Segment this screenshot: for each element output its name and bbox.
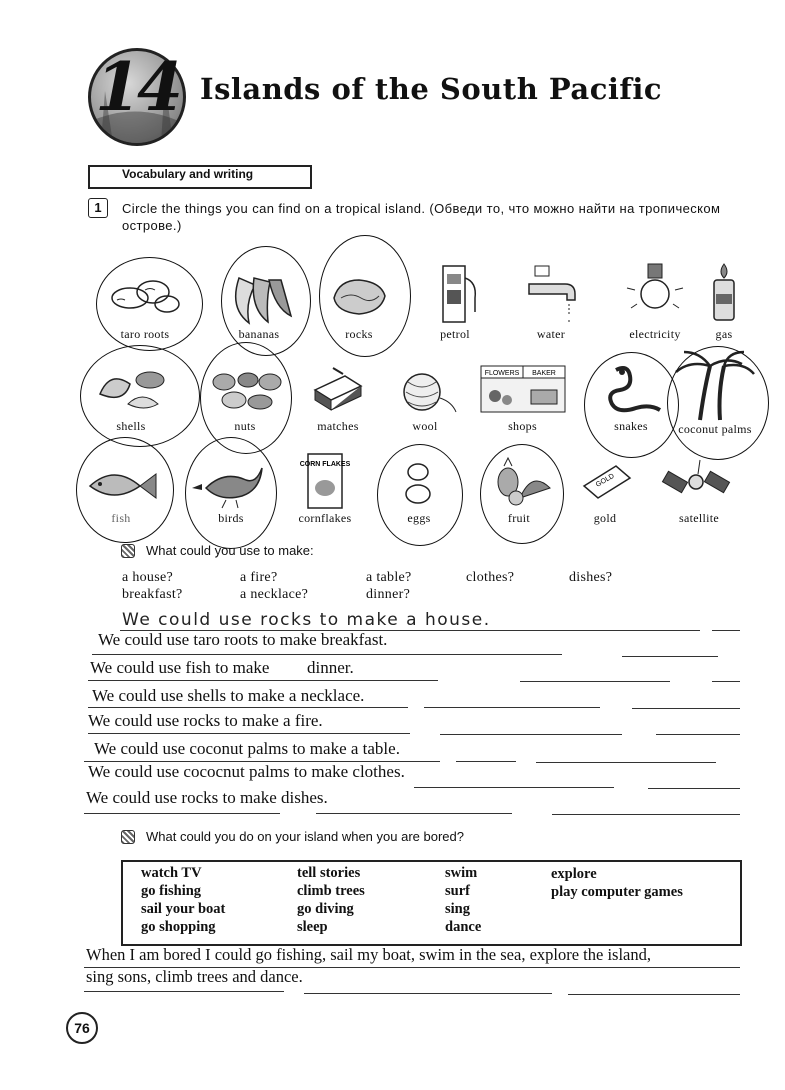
wool-ball-icon: [380, 360, 470, 420]
answer-circle: [221, 246, 311, 356]
gold-bar-icon: [560, 452, 650, 512]
answer-circle: [584, 352, 679, 458]
writing-line: [440, 734, 622, 735]
writing-line: [84, 813, 280, 814]
activity-item: go shopping: [141, 919, 216, 935]
answer-circle: [319, 235, 411, 357]
shop-sign-baker: BAKER: [531, 370, 556, 377]
answer-circle: [377, 444, 463, 546]
writing-line: [648, 788, 740, 789]
answer-line: We could use taro roots to make breakfast.: [98, 630, 388, 649]
option: a fire?: [240, 570, 278, 585]
activity-item: climb trees: [297, 883, 365, 899]
satellite-icon: [654, 452, 744, 512]
item-label: satellite: [678, 511, 720, 525]
activity-item: go diving: [297, 901, 354, 917]
bored-answer-line-1: When I am bored I could go fishing, sail my boat, swim in the sea, explore the island,: [86, 945, 651, 964]
writing-line: [712, 630, 740, 631]
answer-line: We could use rocks to make dishes.: [86, 788, 328, 807]
item-label: fruit: [507, 511, 531, 525]
picture-item: [470, 360, 575, 433]
cornflakes-box-icon: [280, 452, 370, 512]
item-label: birds: [218, 511, 244, 525]
water-tap-icon: [511, 262, 591, 328]
item-label: wool: [412, 419, 438, 433]
answer-circle: [185, 437, 277, 549]
item-label: gas: [715, 327, 733, 341]
item-label: petrol: [440, 327, 470, 341]
activity-column-4: [551, 865, 683, 901]
item-label: cornflakes: [298, 511, 352, 525]
item-label: taro roots: [120, 327, 170, 341]
exercise-bullet-icon: [121, 544, 135, 558]
item-label: shells: [116, 419, 146, 433]
answer-circle: [480, 444, 564, 544]
page-title: Islands of the South Pacific: [200, 72, 663, 106]
item-label: matches: [317, 419, 359, 433]
writing-line: [88, 733, 410, 734]
writing-line: [84, 991, 284, 992]
activity-item: go fishing: [141, 883, 202, 899]
petrol-pump-icon: [415, 262, 495, 328]
activity-column-1: [141, 864, 225, 936]
activity-item: surf: [445, 883, 470, 899]
activity-item: play computer games: [551, 884, 683, 900]
activity-item: tell stories: [297, 865, 361, 881]
picture-item: [679, 262, 769, 341]
item-label: shops: [508, 419, 537, 433]
writing-line: [622, 656, 718, 657]
activity-item: sail your boat: [141, 901, 226, 917]
answer-circle: [667, 346, 769, 460]
make-prompt: What could you use to make:: [146, 543, 314, 558]
picture-item: [280, 452, 370, 525]
writing-line: [92, 654, 562, 655]
writing-line: [414, 787, 614, 788]
writing-line: [424, 707, 600, 708]
item-label: eggs: [407, 511, 431, 525]
option: dinner?: [366, 587, 411, 602]
item-label: gold: [593, 511, 617, 525]
option: dishes?: [569, 570, 613, 585]
gas-canister-icon: [684, 262, 764, 328]
cornflakes-box-text: CORN FLAKES: [299, 461, 351, 468]
picture-item: [654, 452, 744, 525]
writing-line: [88, 707, 408, 708]
item-label: rocks: [345, 327, 373, 341]
bored-answer-line-2: sing sons, climb trees and dance.: [86, 967, 303, 986]
writing-line: [456, 761, 516, 762]
exercise-number: 1: [88, 198, 108, 218]
item-label: coconut palms: [678, 422, 752, 436]
item-label: nuts: [234, 419, 256, 433]
picture-item: [410, 262, 500, 341]
answer-line: We could use cococnut palms to make clothes.: [88, 762, 405, 781]
item-label: electricity: [629, 327, 681, 341]
example-answer: We could use rocks to make a house.: [122, 610, 491, 630]
option: clothes?: [466, 570, 515, 585]
exercise-bullet-icon: [121, 830, 135, 844]
shop-sign-flowers: FLOWERS: [484, 370, 519, 377]
section-label: Vocabulary and writing: [122, 167, 254, 181]
picture-item: [380, 360, 470, 433]
option: breakfast?: [122, 587, 183, 602]
option: a necklace?: [240, 587, 309, 602]
writing-line: [552, 814, 740, 815]
picture-item: [560, 452, 650, 525]
bored-prompt: What could you do on your island when you are bored?: [146, 829, 464, 844]
picture-item: [506, 262, 596, 341]
activity-column-2: [297, 864, 365, 936]
shops-icon: [473, 360, 573, 420]
option: a table?: [366, 570, 412, 585]
page-number: 76: [66, 1012, 98, 1044]
activity-item: watch TV: [141, 865, 202, 881]
activity-item: swim: [445, 865, 478, 881]
answer-line: We could use shells to make a necklace.: [92, 686, 365, 705]
exercise-instruction: Circle the things you can find on a tropical island. (Обведи то, что можно найти на тропическом острове.): [122, 201, 721, 233]
answer-line: We could use rocks to make a fire.: [88, 711, 323, 730]
answer-circle: [80, 345, 200, 447]
activity-column-3: [445, 864, 481, 936]
writing-line: [568, 994, 740, 995]
answer-circle: [200, 342, 292, 454]
writing-line: [88, 680, 438, 681]
unit-number: 14: [95, 48, 179, 126]
writing-line: [632, 708, 740, 709]
item-label: fish: [111, 511, 131, 525]
answer-line: We could use coconut palms to make a table.: [94, 739, 400, 758]
writing-line: [304, 993, 552, 994]
activity-item: sleep: [297, 919, 328, 935]
activity-item: sing: [445, 901, 470, 917]
item-label: bananas: [238, 327, 280, 341]
answer-line: dinner.: [307, 658, 354, 677]
writing-line: [536, 762, 716, 763]
writing-line: [712, 681, 740, 682]
item-label: snakes: [614, 419, 648, 433]
activity-item: explore: [551, 866, 597, 882]
activity-item: dance: [445, 919, 482, 935]
answer-circle: [76, 437, 174, 543]
picture-item: [293, 360, 383, 433]
writing-line: [520, 681, 670, 682]
item-label: water: [536, 327, 566, 341]
matches-icon: [293, 360, 383, 420]
option: a house?: [122, 570, 173, 585]
writing-line: [316, 813, 512, 814]
answer-line: We could use fish to make: [90, 658, 270, 677]
answer-circle: [96, 257, 203, 351]
writing-line: [656, 734, 740, 735]
gold-bar-text: GOLD: [594, 472, 616, 489]
